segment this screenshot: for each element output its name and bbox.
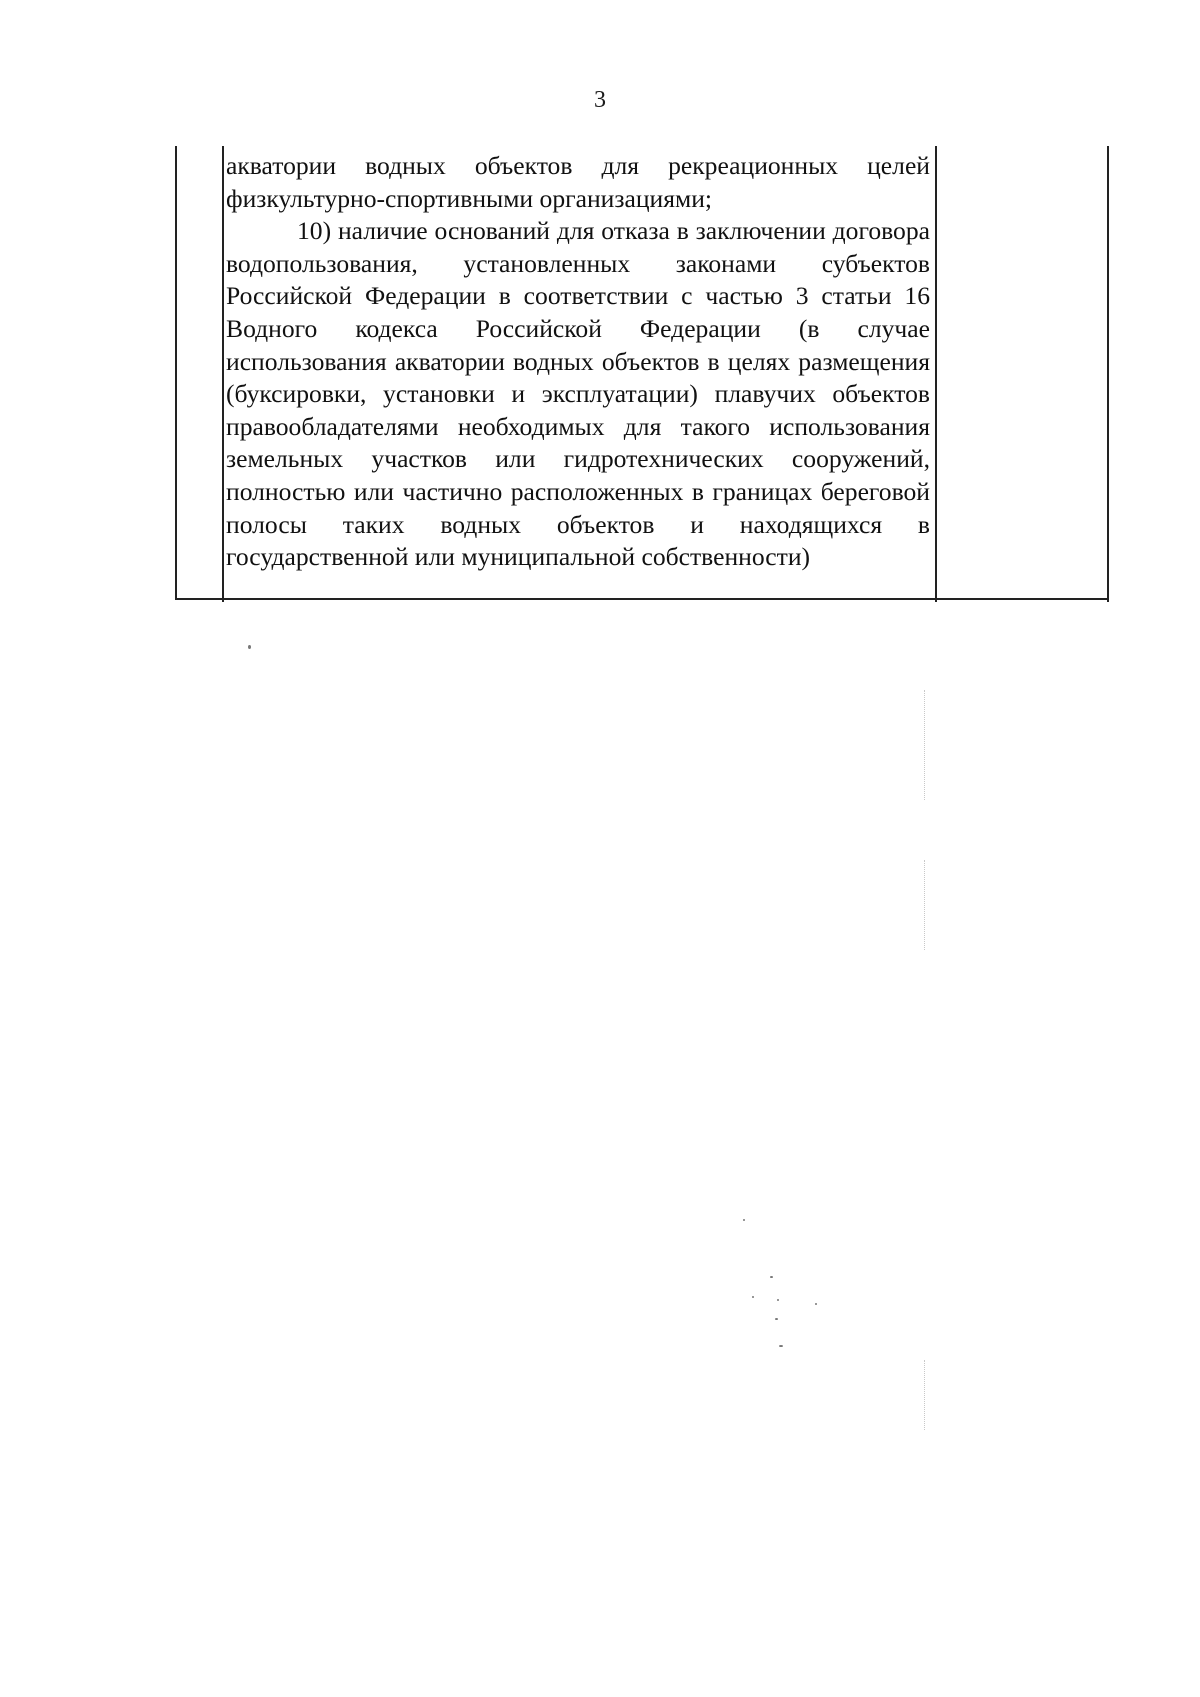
table-column-divider-1 [222,146,224,602]
scan-edge-line [924,860,927,950]
scan-edge-line [924,1360,927,1430]
scan-speck [770,1276,773,1278]
cell-paragraph-item-10: 10) наличие оснований для отказа в заключении договора водопользования, установленных законами субъектов Российской Федерации в соответствии с частью 3 статьи 16 Водного кодекса Российской Федерации (в случае использования акватории водных объектов в целях размещения (буксировки, установки и эксплуатации) плавучих объектов правообладателями необходимых для такого использования земельных участков или гидротехнических сооружений, полностью или частично расположенных в границах береговой полосы таких водных объектов и находящихся в государственной или муниципальной собственности) [226,216,930,572]
scan-speck [752,1296,754,1298]
table-cell-text [226,150,930,574]
scan-speck [815,1303,817,1305]
table-border-bottom [175,598,1109,600]
scan-speck [775,1318,778,1320]
table-column-divider-2 [935,146,937,602]
page-number: 3 [594,87,606,113]
scan-speck [777,1299,779,1301]
scan-speck [248,645,251,649]
table-border-right [1107,146,1109,602]
table-border-left [175,146,177,598]
scan-speck [743,1219,745,1221]
table-fragment [175,146,1108,602]
cell-paragraph-continuation: акватории водных объектов для рекреационных целей физкультурно-спортивными организациями; [226,151,930,213]
scan-edge-line [924,690,927,800]
scan-speck [779,1345,783,1347]
